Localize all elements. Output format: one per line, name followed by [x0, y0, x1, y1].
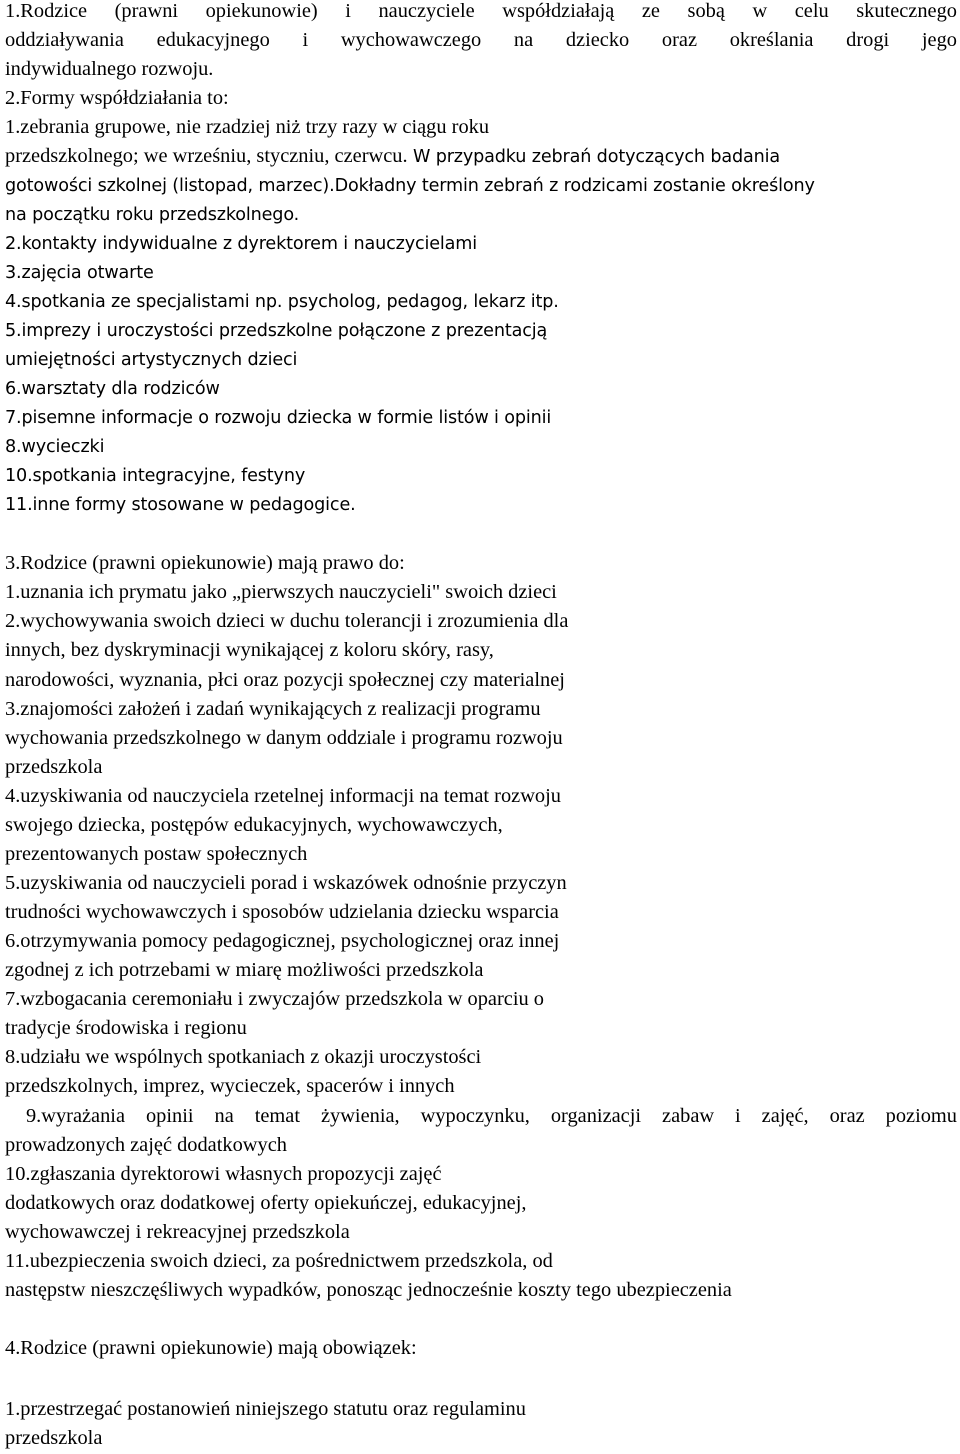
forms-item-3: 3.zajęcia otwarte — [5, 263, 154, 283]
duties-line-2: przedszkola — [5, 1427, 103, 1449]
rights-line-22: dodatkowych oraz dodatkowej oferty opiekuńczej, edukacyjnej, — [5, 1192, 527, 1214]
section-4-heading: 4.Rodzice (prawni opiekunowie) mają obowiązek: — [5, 1337, 417, 1359]
rights-line-21: 10.zgłaszania dyrektorowi własnych propozycji zajęć — [5, 1163, 442, 1185]
rights-line-8: 4.uzyskiwania od nauczyciela rzetelnej informacji na temat rozwoju — [5, 785, 561, 807]
rights-line-6: wychowania przedszkolnego w danym oddziale i programu rozwoju — [5, 727, 563, 749]
forms-item-1-line-3-term: Dokładny termin zebrań z rodzicami zostanie określony — [334, 176, 815, 196]
forms-item-1-line-3 — [5, 171, 815, 201]
paragraph-1-line-3: indywidualnego rozwoju. — [5, 58, 214, 80]
forms-item-1-line-4: na początku roku przedszkolnego. — [5, 205, 300, 225]
rights-line-14: zgodnej z ich potrzebami w miarę możliwości przedszkola — [5, 959, 484, 981]
rights-line-11: 5.uzyskiwania od nauczycieli porad i wskazówek odnośnie przyczyn — [5, 872, 567, 894]
rights-line-16: tradycje środowiska i regionu — [5, 1017, 247, 1039]
forms-item-1-line-2 — [5, 142, 780, 172]
paragraph-1-line-2: oddziaływania edukacyjnego i wychowawczego na dziecko oraz określania drogi jego — [5, 29, 957, 51]
forms-item-1-line-2-text: przedszkolnego; we wrześniu, styczniu, czerwcu. — [5, 145, 408, 167]
forms-item-6: 6.warsztaty dla rodziców — [5, 379, 220, 399]
rights-line-23: wychowawczej i rekreacyjnej przedszkola — [5, 1221, 350, 1243]
forms-item-5-line-1: 5.imprezy i uroczystości przedszkolne połączone z prezentacją — [5, 321, 548, 341]
rights-line-2: 2.wychowywania swoich dzieci w duchu tolerancji i zrozumienia dla — [5, 610, 569, 632]
rights-line-15: 7.wzbogacania ceremoniału i zwyczajów przedszkola w oparciu o — [5, 988, 544, 1010]
rights-line-18: przedszkolnych, imprez, wycieczek, spacerów i innych — [5, 1075, 455, 1097]
forms-item-8: 8.wycieczki — [5, 437, 105, 457]
forms-item-5-line-2: umiejętności artystycznych dzieci — [5, 350, 298, 370]
rights-line-5: 3.znajomości założeń i zadań wynikających z realizacji programu — [5, 698, 541, 720]
rights-line-20: prowadzonych zajęć dodatkowych — [5, 1134, 287, 1156]
forms-item-7: 7.pisemne informacje o rozwoju dziecka w formie listów i opinii — [5, 408, 552, 428]
forms-item-10: 10.spotkania integracyjne, festyny — [5, 466, 306, 486]
rights-line-1: 1.uznania ich prymatu jako „pierwszych nauczycieli" swoich dzieci — [5, 581, 557, 603]
rights-line-3: innych, bez dyskryminacji wynikającej z koloru skóry, rasy, — [5, 639, 494, 661]
duties-line-1: 1.przestrzegać postanowień niniejszego statutu oraz regulaminu — [5, 1398, 526, 1420]
rights-line-19: 9.wyrażania opinii na temat żywienia, wypoczynku, organizacji zabaw i zajęć, oraz poziomu — [5, 1105, 957, 1127]
rights-line-25: następstw nieszczęśliwych wypadków, ponosząc jednocześnie koszty tego ubezpieczenia — [5, 1279, 732, 1301]
section-2-heading: 2.Formy współdziałania to: — [5, 87, 229, 109]
rights-line-7: przedszkola — [5, 756, 103, 778]
forms-item-4: 4.spotkania ze specjalistami np. psycholog, pedagog, lekarz itp. — [5, 292, 559, 312]
forms-item-2: 2.kontakty indywidualne z dyrektorem i nauczycielami — [5, 234, 477, 254]
forms-item-11: 11.inne formy stosowane w pedagogice. — [5, 495, 356, 515]
rights-line-24: 11.ubezpieczenia swoich dzieci, za pośrednictwem przedszkola, od — [5, 1250, 553, 1272]
rights-line-9: swojego dziecka, postępów edukacyjnych, wychowawczych, — [5, 814, 503, 836]
rights-line-10: prezentowanych postaw społecznych — [5, 843, 308, 865]
rights-line-17: 8.udziału we wspólnych spotkaniach z okazji uroczystości — [5, 1046, 482, 1068]
paragraph-1-line-1: 1.Rodzice (prawni opiekunowie) i nauczyciele współdziałają ze sobą w celu skutecznego — [5, 0, 957, 22]
rights-line-12: trudności wychowawczych i sposobów udzielania dziecku wsparcia — [5, 901, 559, 923]
forms-item-1-line-2-note: W przypadku zebrań dotyczących badania — [407, 147, 780, 167]
forms-item-1-line-1: 1.zebrania grupowe, nie rzadziej niż trzy razy w ciągu roku — [5, 116, 490, 138]
forms-item-1-line-3-note: gotowości szkolnej (listopad, marzec). — [5, 176, 335, 196]
section-3-heading: 3.Rodzice (prawni opiekunowie) mają prawo do: — [5, 552, 405, 574]
rights-line-4: narodowości, wyznania, płci oraz pozycji społecznej czy materialnej — [5, 669, 565, 691]
rights-line-13: 6.otrzymywania pomocy pedagogicznej, psychologicznej oraz innej — [5, 930, 560, 952]
